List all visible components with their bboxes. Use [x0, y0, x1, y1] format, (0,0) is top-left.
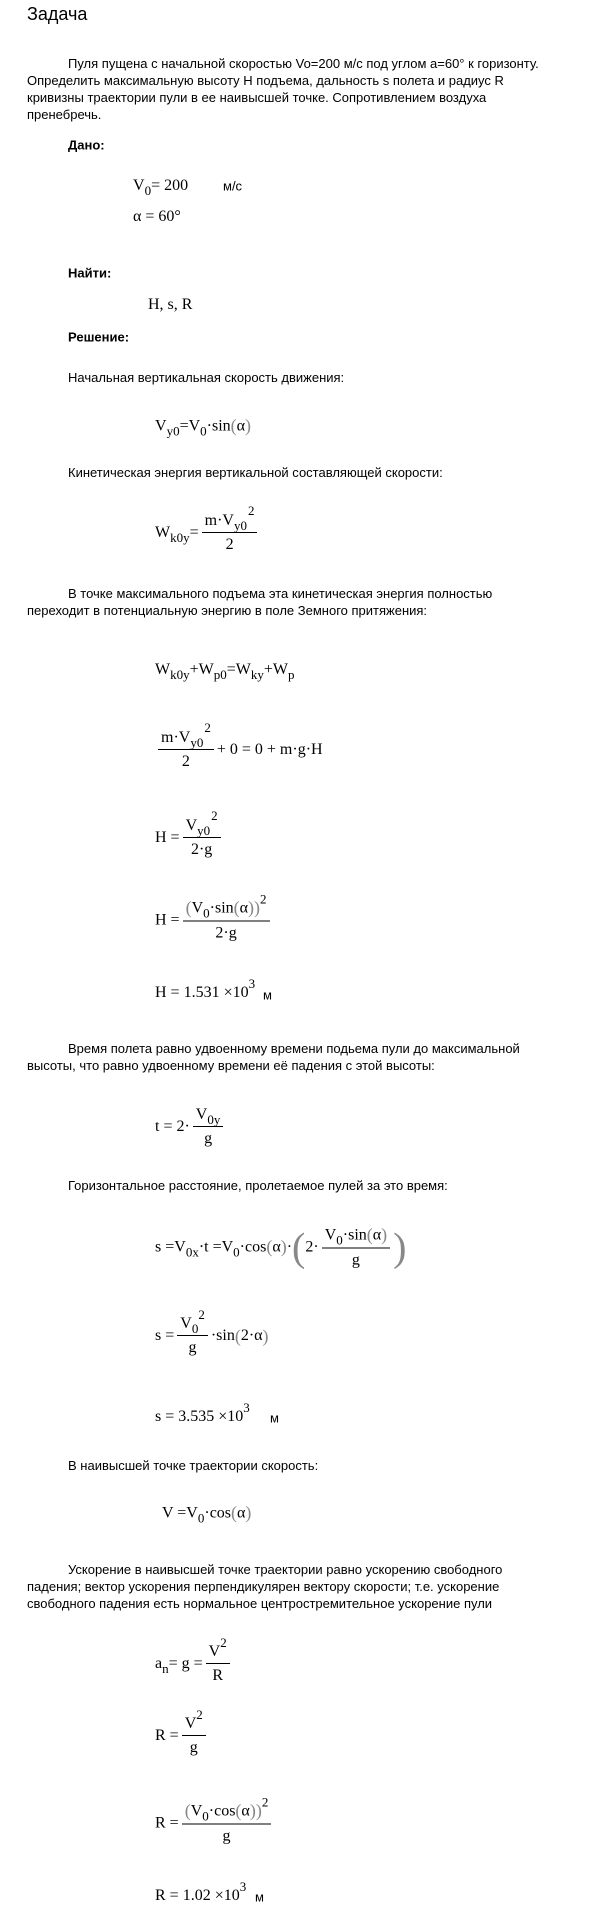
- formula-given-v0: [133, 177, 189, 198]
- formula-token: m·: [204, 512, 223, 529]
- parenthesized: [231, 416, 251, 437]
- formula-given-alpha: [133, 208, 181, 226]
- text-line: свободного падения есть нормальное центростремительное ускорение пули: [27, 1596, 493, 1611]
- denominator: [182, 1824, 272, 1846]
- unit-r: м: [255, 1889, 264, 1905]
- text-line: высоты, что равно удвоенному времени её падения с этой высоты:: [27, 1058, 435, 1073]
- text-kinetic: [68, 464, 443, 481]
- symbol: V: [155, 417, 167, 434]
- fraction: [206, 1635, 230, 1685]
- formula-s-result: [155, 1400, 250, 1426]
- symbol: V: [191, 899, 204, 916]
- formula-token: H =: [155, 829, 180, 846]
- parenthesized: [186, 898, 260, 919]
- right-paren: ): [245, 415, 252, 436]
- formula-token: 10: [223, 1887, 240, 1904]
- formula-token: 2·g: [190, 841, 213, 858]
- left-paren: (: [233, 897, 240, 918]
- formula-h: [155, 808, 224, 859]
- text-line: кривизны траектории пули в ее наивысшей точке. Сопротивлением воздуха: [27, 90, 487, 105]
- right-paren: ): [255, 1800, 262, 1821]
- formula-token: +: [263, 661, 273, 678]
- exponent: 2: [198, 1307, 205, 1322]
- power: [208, 1635, 227, 1661]
- subscript: k0y: [170, 530, 190, 545]
- fraction: [182, 1707, 206, 1757]
- formula-token: +: [189, 661, 199, 678]
- text-horizontal: [68, 1177, 448, 1194]
- parenthesized: [235, 1326, 269, 1347]
- denominator: [206, 1663, 230, 1685]
- text-line: Время полета равно удвоенному времени подьема пули до максимальной: [68, 1041, 520, 1056]
- left-paren: (: [266, 1236, 273, 1257]
- formula-token: R = 1.02 ×: [155, 1887, 224, 1904]
- formula-token: ·t =: [198, 1238, 222, 1255]
- text-flight-time: [27, 1040, 520, 1074]
- text-acceleration: [27, 1561, 502, 1612]
- subscript: k0y: [170, 667, 190, 682]
- subscript: 0: [336, 1232, 343, 1247]
- formula-token: s =: [155, 1238, 175, 1255]
- unit-s: м: [270, 1410, 279, 1426]
- subscripted-power: [222, 503, 255, 533]
- right-paren: ): [280, 1236, 287, 1257]
- text-line: В точке максимального подъема эта кинетическая энергия полностью: [68, 586, 493, 601]
- power: [184, 1794, 269, 1823]
- right-paren: ): [381, 1224, 388, 1245]
- left-paren: (: [366, 1224, 373, 1245]
- power: [180, 1307, 205, 1336]
- subscripted-symbol: [133, 177, 152, 198]
- text-line: Кинетическая энергия вертикальной составляющей скорости:: [68, 465, 443, 480]
- symbol: V: [221, 1238, 234, 1255]
- numerator: [322, 1225, 390, 1248]
- symbol: W: [272, 661, 289, 678]
- numerator: [182, 1794, 272, 1824]
- fraction: [183, 891, 270, 943]
- formula-token: + 0 = 0 + m·g·H: [216, 741, 323, 758]
- formula-token: s =: [155, 1327, 175, 1344]
- formula-token: α: [241, 1802, 250, 1819]
- formula-token: t = 2·: [155, 1118, 190, 1135]
- subscript: 0: [233, 1244, 240, 1259]
- text-top-speed: [68, 1457, 318, 1474]
- subscript: p: [288, 667, 295, 682]
- fraction: [322, 1225, 390, 1270]
- formula-token: g: [222, 1827, 231, 1845]
- fraction: [193, 1106, 224, 1148]
- subscript: 0: [203, 905, 210, 920]
- formula-token: V =: [162, 1504, 187, 1521]
- subscripted-symbol: [191, 899, 210, 920]
- solution-heading: Решение:: [68, 329, 130, 345]
- symbol: V: [222, 512, 234, 529]
- subscript: 0x: [185, 1244, 199, 1259]
- subscript: 0: [200, 423, 207, 438]
- subscript: 0: [144, 183, 152, 198]
- subscripted-symbol: [174, 1238, 199, 1259]
- formula-token: 2: [181, 753, 190, 770]
- formula-energy-balance: [155, 661, 295, 682]
- left-paren: (: [184, 1800, 191, 1821]
- formula-token: g: [204, 1130, 213, 1147]
- formula-token: 10: [227, 1408, 244, 1425]
- subscripted-symbol: [155, 661, 190, 682]
- subscripted-power: [185, 808, 218, 838]
- formula-s: [155, 1224, 406, 1271]
- symbol: W: [155, 524, 171, 541]
- subscripted-symbol: [221, 1238, 240, 1259]
- parenthesized: [231, 1503, 251, 1524]
- subscript: y0: [190, 735, 204, 750]
- formula-token: V: [208, 1643, 221, 1660]
- exponent: 3: [248, 976, 256, 991]
- formula-token: H, s, R: [148, 296, 193, 313]
- formula-find: [148, 296, 192, 314]
- subscripted-symbol: [195, 1106, 221, 1127]
- fraction: [182, 1794, 272, 1846]
- exponent: 2: [211, 808, 218, 823]
- symbol: V: [186, 1504, 198, 1521]
- left-paren: (: [235, 1800, 242, 1821]
- formula-token: g: [188, 1339, 197, 1356]
- formula-an: [155, 1635, 233, 1685]
- formula-token: 2·g: [215, 924, 237, 942]
- exponent: 2: [204, 720, 211, 735]
- denominator: [183, 837, 221, 859]
- problem-statement: [27, 55, 539, 123]
- text-line: пренебречь.: [27, 107, 102, 122]
- formula-token: ·sin: [206, 417, 231, 434]
- subscript: 0y: [207, 1112, 221, 1127]
- text-line: переходит в потенциальную энергию в поле Земного притяжения:: [27, 603, 428, 618]
- formula-token: 2·: [305, 1238, 319, 1255]
- symbol: W: [155, 661, 171, 678]
- subscripted-symbol: [190, 1802, 209, 1823]
- exponent: 2: [261, 1794, 269, 1809]
- symbol: W: [235, 661, 251, 678]
- formula-t: [155, 1106, 226, 1148]
- formula-token: H =: [155, 911, 180, 928]
- text-initial-vertical: [68, 369, 344, 386]
- subscript: 0: [197, 1510, 205, 1525]
- parenthesized: [367, 1225, 387, 1246]
- formula-token: 2: [225, 536, 234, 553]
- symbol: V: [180, 1315, 192, 1332]
- formula-token: α = 60°: [133, 208, 181, 225]
- formula-token: α: [237, 1504, 246, 1521]
- formula-wk0y: [155, 503, 260, 554]
- symbol: V: [133, 177, 145, 194]
- power: [232, 976, 256, 1002]
- numerator: [193, 1106, 224, 1126]
- formula-h-result: [155, 976, 256, 1002]
- subscripted-symbol: [324, 1226, 343, 1247]
- denominator: [322, 1248, 390, 1270]
- left-paren: (: [230, 415, 237, 436]
- text-line: Начальная вертикальная скорость движения:: [68, 370, 345, 385]
- fraction: [177, 1307, 208, 1357]
- formula-token: =: [179, 417, 189, 434]
- parenthesized: [185, 1801, 262, 1822]
- formula-token: R: [212, 1667, 224, 1684]
- subscripted-symbol: [155, 1655, 169, 1676]
- numerator: [206, 1635, 230, 1663]
- formula-token: ·sin: [210, 1327, 235, 1344]
- subscripted-symbol: [188, 417, 207, 438]
- formula-token: =: [226, 661, 236, 678]
- subscript: y0: [197, 823, 211, 838]
- right-paren: ): [262, 1325, 269, 1346]
- exponent: 2: [196, 1707, 203, 1722]
- numerator: [158, 720, 214, 750]
- subscripted-symbol: [186, 1504, 205, 1525]
- text-line: Пуля пущена с начальной скоростью Vo=200 м/с под углом a=60° к горизонту.: [68, 56, 539, 71]
- formula-r-expanded: [155, 1794, 274, 1846]
- parenthesized: [266, 1237, 286, 1258]
- formula-token: = g =: [168, 1655, 203, 1672]
- subscript: y0: [233, 518, 247, 533]
- formula-token: V: [184, 1715, 197, 1732]
- formula-token: H = 1.531 ×: [155, 984, 233, 1001]
- numerator: [202, 503, 258, 533]
- fraction: [202, 503, 258, 554]
- numerator: [183, 891, 270, 921]
- fraction: [183, 808, 221, 859]
- formula-token: m·: [161, 729, 179, 746]
- formula-token: α: [239, 899, 249, 916]
- right-paren: ): [245, 1502, 252, 1523]
- formula-v-top: [162, 1503, 251, 1524]
- text-line: Ускорение в наивысшей точке траектории равно ускорению свободного: [68, 1562, 503, 1577]
- unit-v0: м/с: [223, 178, 243, 194]
- symbol: V: [324, 1226, 337, 1243]
- text-max-rise: [27, 585, 492, 619]
- subscripted-symbol: [235, 661, 264, 682]
- formula-energy-equation: [155, 720, 323, 771]
- formula-token: ·cos: [239, 1238, 267, 1255]
- numerator: [182, 1707, 206, 1735]
- subscripted-symbol: [180, 1315, 199, 1336]
- given-heading: Дано:: [68, 137, 105, 153]
- exponent: 2: [247, 503, 255, 518]
- symbol: V: [185, 817, 198, 834]
- left-paren: (: [185, 897, 192, 918]
- formula-r-result: [155, 1879, 247, 1905]
- power: [185, 891, 267, 920]
- parenthesized: [234, 898, 254, 919]
- formula-token: R =: [155, 1814, 179, 1831]
- formula-token: ·cos: [208, 1802, 236, 1819]
- formula-token: = 200: [151, 177, 189, 194]
- denominator: [193, 1126, 224, 1148]
- exponent: 2: [260, 891, 267, 906]
- subscript: 0: [202, 1808, 209, 1823]
- exponent: 2: [220, 1635, 227, 1650]
- formula-token: α: [372, 1226, 382, 1243]
- exponent: 3: [239, 1879, 247, 1894]
- power: [184, 1707, 203, 1733]
- subscripted-symbol: [272, 661, 295, 682]
- symbol: a: [155, 1655, 163, 1672]
- denominator: [177, 1335, 208, 1357]
- power: [223, 1879, 247, 1905]
- subscripted-symbol: [155, 417, 180, 438]
- left-paren: (: [292, 1224, 306, 1270]
- symbol: V: [178, 729, 191, 746]
- exponent: 3: [243, 1400, 250, 1415]
- right-paren: ): [254, 897, 261, 918]
- formula-h-expanded: [155, 891, 273, 943]
- formula-token: 10: [232, 984, 249, 1001]
- right-paren: ): [249, 1800, 256, 1821]
- power: [227, 1400, 250, 1426]
- formula-token: ·sin: [209, 899, 234, 916]
- formula-vy0: [155, 416, 251, 437]
- subscript: ky: [250, 667, 264, 682]
- formula-token: s = 3.535 ×: [155, 1408, 228, 1425]
- unit-h: м: [263, 987, 272, 1003]
- symbol: V: [188, 417, 201, 434]
- denominator: [183, 921, 270, 943]
- formula-token: =: [189, 524, 199, 541]
- subscript: p0: [213, 667, 227, 682]
- subscripted-power: [178, 720, 211, 750]
- formula-token: α: [236, 417, 246, 434]
- parenthesized: [235, 1801, 255, 1822]
- subscripted-symbol: [155, 524, 190, 545]
- numerator: [177, 1307, 208, 1336]
- denominator: [202, 532, 258, 554]
- formula-s-simplified: [155, 1307, 269, 1357]
- denominator: [158, 749, 214, 771]
- right-paren: ): [248, 897, 255, 918]
- text-line: Определить максимальную высоту H подъема, дальность s полета и радиус R: [27, 73, 504, 88]
- formula-token: 2·α: [240, 1327, 263, 1344]
- numerator: [183, 808, 221, 838]
- denominator: [182, 1735, 206, 1757]
- formula-token: R =: [155, 1727, 179, 1744]
- text-line: В наивысшей точке траектории скорость:: [68, 1458, 319, 1473]
- formula-r: [155, 1707, 209, 1757]
- formula-token: ·sin: [342, 1226, 367, 1243]
- left-paren: (: [234, 1325, 241, 1346]
- subscript: 0: [191, 1321, 199, 1336]
- symbol: V: [195, 1106, 208, 1123]
- symbol: V: [174, 1238, 186, 1255]
- formula-token: ·cos: [204, 1504, 232, 1521]
- formula-token: g: [351, 1251, 360, 1269]
- fraction: [158, 720, 214, 771]
- subscript: y0: [166, 423, 180, 438]
- symbol: W: [198, 661, 214, 678]
- subscripted-symbol: [198, 661, 227, 682]
- symbol: V: [190, 1802, 203, 1819]
- find-heading: Найти:: [68, 265, 112, 281]
- right-paren: ): [393, 1224, 407, 1270]
- text-line: падения; вектор ускорения перпендикулярен вектору скорости; т.е. ускорение: [27, 1579, 500, 1594]
- text-line: Горизонтальное расстояние, пролетаемое пулей за это время:: [68, 1178, 448, 1193]
- document-title: Задача: [27, 4, 88, 24]
- formula-token: ·: [286, 1238, 293, 1255]
- left-paren: (: [231, 1502, 238, 1523]
- subscript: n: [162, 1661, 169, 1676]
- parenthesized: [292, 1224, 406, 1271]
- formula-token: g: [189, 1739, 198, 1756]
- formula-token: α: [272, 1238, 281, 1255]
